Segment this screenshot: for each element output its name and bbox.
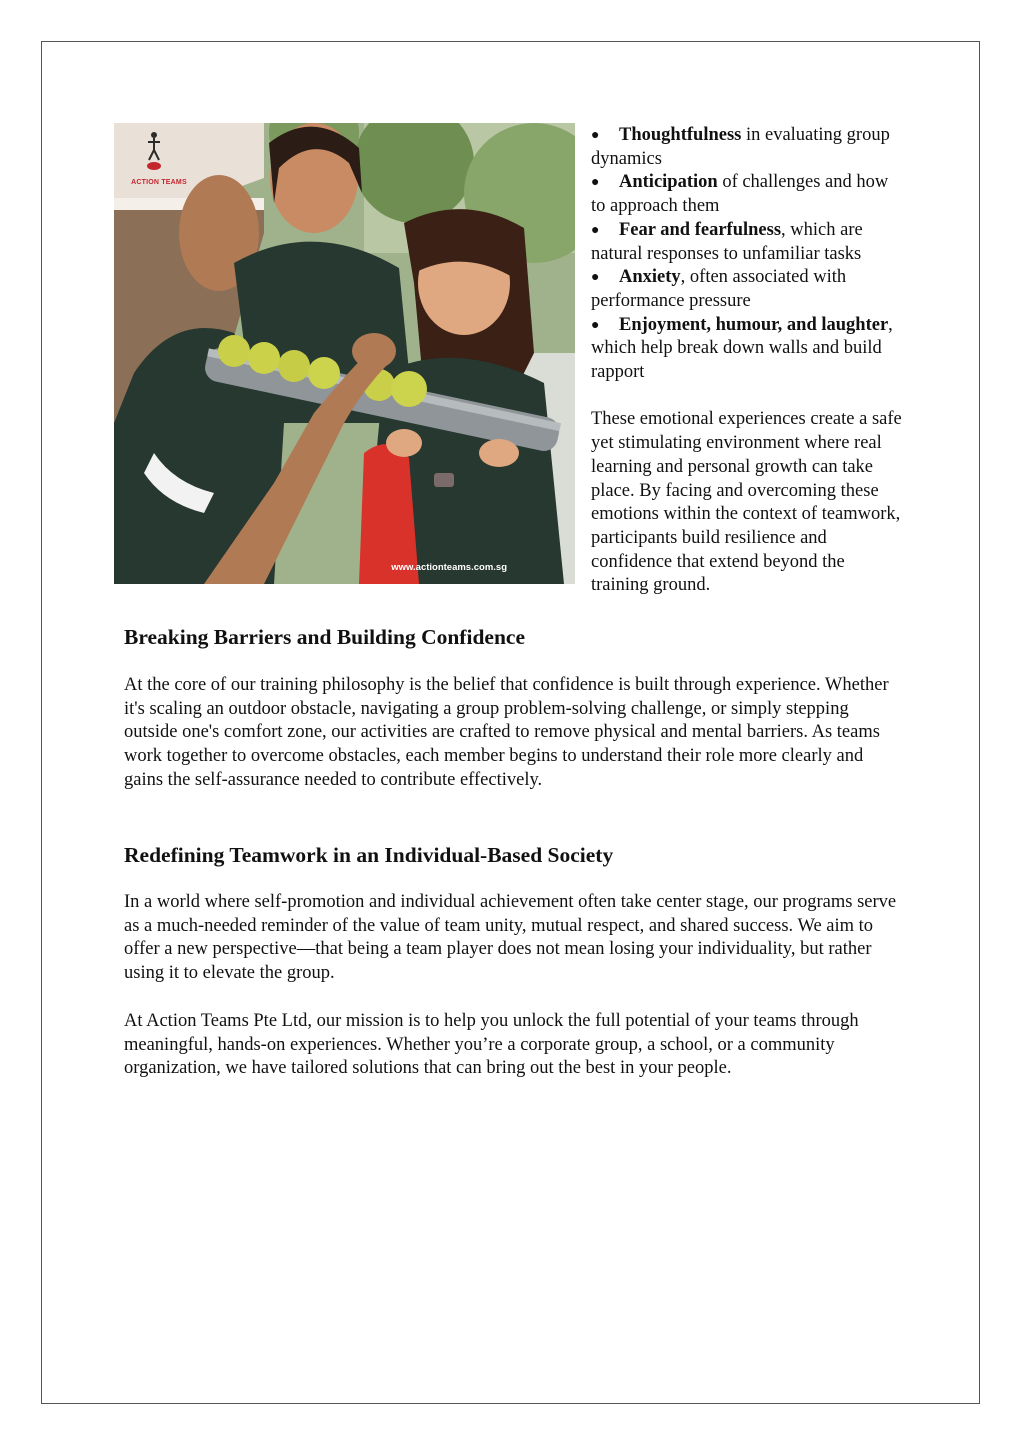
team-photo (114, 123, 575, 584)
section-heading-redefining-teamwork: Redefining Teamwork in an Individual-Based Society (124, 843, 614, 867)
right-column (591, 124, 906, 598)
body-paragraph: In a world where self-promotion and individual achievement often take center stage, our programs serve as a much-needed reminder of the value of team unity, mutual respect, and shared success. We aim to offer a new perspective—that being a team player does not mean losing your individuality, but rather using it to elevate the group. (124, 892, 897, 984)
bullet-icon: ● (591, 175, 600, 191)
section-heading-breaking-barriers: Breaking Barriers and Building Confidence (124, 625, 525, 649)
body-paragraph: At the core of our training philosophy is the belief that confidence is built through experience. Whether it's scaling an outdoor obstacle, navigating a group problem-solving challenge, or simply stepping outside one's comfort zone, our activities are crafted to remove physical and mental barriers. As teams work together to overcome obstacles, each member begins to understand their role more clearly and gains the self-assurance needed to contribute effectively. (124, 675, 889, 790)
bullet-icon: ● (591, 270, 600, 286)
photo-website-caption: www.actionteams.com.sg (391, 562, 507, 573)
bullet-icon: ● (591, 222, 600, 238)
action-teams-logo: ACTION TEAMS (131, 179, 187, 186)
bullet-icon: ● (591, 317, 600, 333)
list-item: ● Fear and fearfulness, which are natural responses to unfamiliar tasks (591, 219, 863, 264)
bullet-icon: ● (591, 128, 600, 143)
list-item: ● Anxiety, often associated with performance pressure (591, 267, 847, 311)
side-paragraph: These emotional experiences create a safe yet stimulating environment where real learning and personal growth can take place. By facing and overcoming these emotions within the context of teamwork, participants build resilience and confidence that extend beyond the training ground. (591, 409, 902, 596)
list-item: ● Anticipation of challenges and how to approach them (591, 172, 889, 217)
list-item: ● Thoughtfulness in evaluating group dynamics (591, 125, 890, 169)
action-teams-logo-figure-icon (144, 130, 164, 174)
body-paragraph: At Action Teams Pte Ltd, our mission is to help you unlock the full potential of your teams through meaningful, hands-on experiences. Whether you’re a corporate group, a school, or a community organization, we have tailored solutions that can bring out the best in your people. (124, 1011, 859, 1079)
list-item: ● Enjoyment, humour, and laughter, which help break down walls and build rapport (591, 314, 893, 383)
emotion-list (591, 124, 906, 385)
